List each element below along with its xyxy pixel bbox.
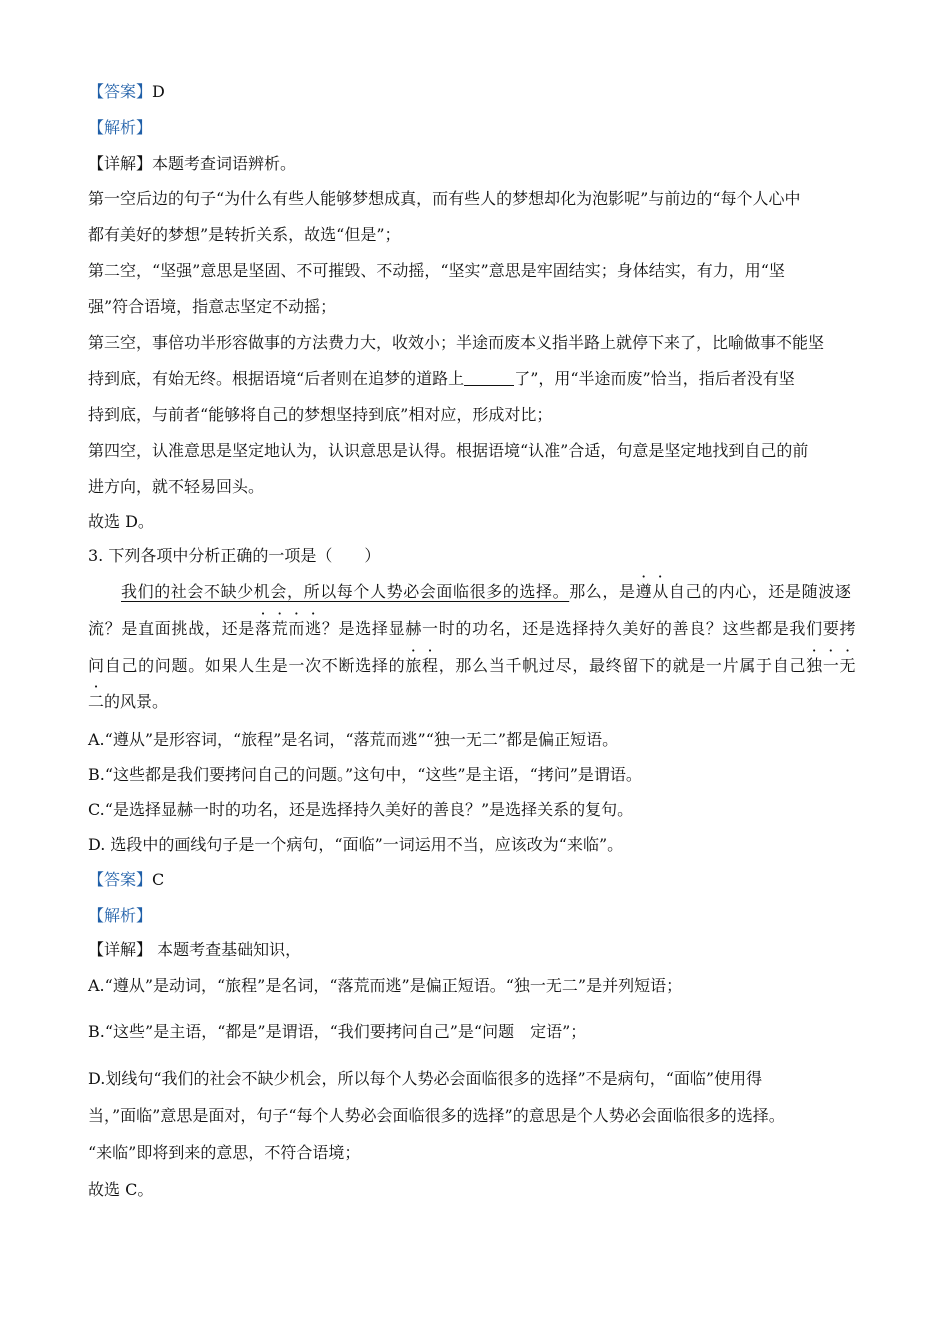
passage-line [88, 619, 856, 639]
detail-text: 本题考查基础知识， [152, 940, 302, 959]
dotted-char: 而 [288, 619, 306, 638]
dotted-char: 独 [806, 656, 823, 675]
q2-conclusion: 故选 D。 [88, 512, 154, 531]
analysis-line [88, 118, 152, 138]
question-3-stem: 3. 下列各项中分析正确的一项是（ ） [88, 546, 381, 565]
analysis-tag: 【解析】 [88, 906, 153, 925]
dotted-char: 荒 [271, 619, 289, 638]
detail-tag: 【详解】 [88, 940, 153, 959]
option-a: A.“遵从”是形容词，“旅程”是名词，“落荒而逃”“独一无二”都是偏正短语。 [88, 730, 619, 749]
analysis-line [88, 906, 152, 926]
dotted-char: 落 [255, 619, 272, 638]
passage-text: ，那么当千帆过尽，最终留下的就是一片属于自己 [438, 656, 807, 675]
dotted-char: 从 [652, 582, 669, 601]
detail-line [88, 940, 301, 960]
passage-text: 流？是直面挑战，还是 [88, 619, 256, 638]
passage-line [121, 582, 851, 602]
passage-text: ？是选择显赫一时的功名，还是选择持久美好的善良？这些都是我们要拷 [321, 619, 857, 638]
passage-text: 那么，是 [569, 582, 636, 601]
explain-line: “来临”即将到来的意思，不符合语境； [88, 1143, 361, 1162]
detail-line [88, 154, 296, 174]
answer-tag: 【答案】 [88, 870, 153, 889]
passage-line [88, 692, 168, 712]
dotted-char: 程 [422, 656, 439, 675]
dotted-char: 遵 [635, 582, 653, 601]
q2-text-line: 第二空，“坚强”意思是坚固、不可摧毁、不动摇，“坚实”意思是牢固结实；身体结实，有力，用“坚 [88, 261, 785, 280]
dotted-char: 一 [822, 656, 840, 675]
option-c: C.“是选择显赫一时的功名，还是选择持久美好的善良？”是选择关系的复句。 [88, 800, 634, 819]
answer-tag: 【答案】 [88, 82, 153, 101]
q2-text-line: 都有美好的梦想”是转折关系，故选“但是”； [88, 225, 401, 244]
q3-conclusion: 故选 C。 [88, 1180, 154, 1199]
passage-text: 自己的内心，还是随波逐 [668, 582, 852, 601]
fill-blank [464, 371, 514, 386]
answer-line [88, 870, 164, 890]
q2-text-line [88, 369, 795, 389]
explain-line: 当，”面临”意思是面对，句子“每个人势必会面临很多的选择”的意思是个人势必会面临很多的选择。 [88, 1106, 785, 1125]
detail-text: 本题考查词语辨析。 [152, 154, 297, 173]
q2-text-line: 第三空，事倍功半形容做事的方法费力大，收效小；半途而废本义指半路上就停下来了，比喻做事不能坚 [88, 333, 825, 352]
dotted-char: 无 [839, 656, 857, 675]
explain-line: B.“这些”是主语，“都是”是谓语，“我们要拷问自己”是“问题 定语”； [88, 1022, 587, 1041]
passage-text: 的风景。 [104, 692, 169, 711]
q2-text-part: 持到底，有始无终。根据语境“后者则在追梦的道路上 [88, 369, 465, 388]
underlined-sentence: 我们的社会不缺少机会，所以每个人势必会面临很多的选择。 [121, 582, 570, 601]
dotted-char: 逃 [305, 619, 322, 638]
answer-line [88, 82, 165, 102]
passage-line [88, 656, 856, 676]
q2-text-line: 进方向，就不轻易回头。 [88, 477, 265, 496]
dotted-char: 二 [88, 692, 105, 711]
q2-text-line: 持到底，与前者“能够将自己的梦想坚持到底”相对应，形成对比； [88, 405, 553, 424]
explain-line: D.划线句“我们的社会不缺少机会，所以每个人势必会面临很多的选择”不是病句，“面临”使用得 [88, 1069, 763, 1088]
explain-line: A.“遵从”是动词，“旅程”是名词，“落荒而逃”是偏正短语。“独一无二”是并列短语； [88, 976, 683, 995]
q2-text-part: 了”，用“半途而废”恰当，指后者没有坚 [514, 369, 795, 388]
passage-text: 问自己的问题。如果人生是一次不断选择的 [88, 656, 406, 675]
option-d: D. 选段中的画线句子是一个病句，“面临”一词运用不当，应该改为“来临”。 [88, 835, 624, 854]
q2-text-line: 第四空，认准意思是坚定地认为，认识意思是认得。根据语境“认准”合适，句意是坚定地找到自己的前 [88, 441, 809, 460]
dotted-char: 旅 [405, 656, 423, 675]
analysis-tag: 【解析】 [88, 118, 153, 137]
option-b: B.“这些都是我们要拷问自己的问题。”这句中，“这些”是主语，“拷问”是谓语。 [88, 765, 642, 784]
q2-text-line: 第一空后边的句子“为什么有些人能够梦想成真，而有些人的梦想却化为泡影呢”与前边的“每个人心中 [88, 189, 801, 208]
answer-value: D [152, 82, 165, 101]
detail-tag: 【详解】 [88, 154, 153, 173]
answer-value: C [152, 870, 165, 889]
q2-text-line: 强”符合语境，指意志坚定不动摇； [88, 297, 337, 316]
